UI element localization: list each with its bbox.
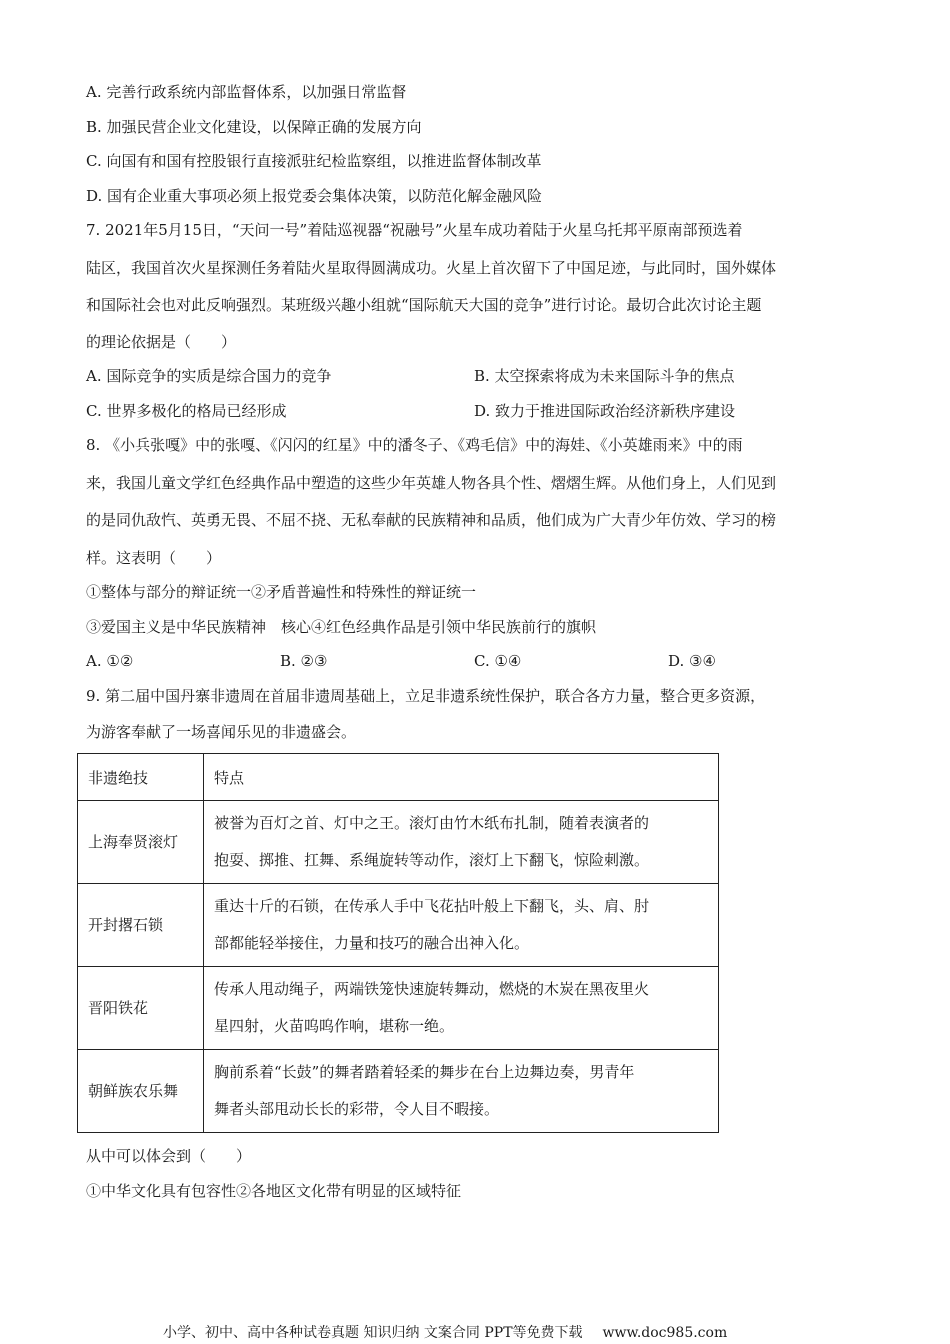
feature-line: 部都能轻举接住，力量和技巧的融合出神入化。 xyxy=(214,934,530,952)
q8-stem-line: 样。这表明（ ） xyxy=(86,549,222,567)
feature-cell xyxy=(204,967,719,1050)
footer-text: 小学、初中、高中各种试卷真题 知识归纳 文案合同 PPT等免费下载 xyxy=(163,1325,583,1341)
table-row xyxy=(78,1050,719,1133)
heritage-table xyxy=(77,753,719,1133)
feature-line: 被誉为百灯之首、灯中之王。滚灯由竹木纸布扎制，随着表演者的 xyxy=(214,814,650,832)
q8-option-b: B. ②③ xyxy=(280,652,328,670)
feature-line: 抱耍、掷推、扛舞、系绳旋转等动作，滚灯上下翻飞，惊险刺激。 xyxy=(214,851,650,869)
table-row xyxy=(78,801,719,884)
q7-option-a: A. 国际竞争的实质是综合国力的竞争 xyxy=(86,367,332,385)
skill-name-cell: 晋阳铁花 xyxy=(78,967,204,1050)
q9-prompt: 从中可以体会到（ ） xyxy=(86,1147,252,1165)
page-footer xyxy=(163,1324,727,1342)
q7-option-b: B. 太空探索将成为未来国际斗争的焦点 xyxy=(474,367,735,385)
table-row xyxy=(78,967,719,1050)
q8-option-c: C. ①④ xyxy=(474,652,522,670)
feature-line: 舞者头部甩动长长的彩带，令人目不暇接。 xyxy=(214,1100,500,1118)
q7-stem-line: 7. 2021年5月15日，“天问一号”着陆巡视器“祝融号”火星车成功着陆于火星乌托邦平原南部预选着 xyxy=(86,221,743,239)
table-header-cell: 非遗绝技 xyxy=(78,754,204,801)
skill-name-cell: 上海奉贤滚灯 xyxy=(78,801,204,884)
feature-cell xyxy=(204,884,719,967)
table-row xyxy=(78,884,719,967)
table-header-cell: 特点 xyxy=(204,754,719,801)
footer-url[interactable]: www.doc985.com xyxy=(602,1325,728,1341)
q7-option-d: D. 致力于推进国际政治经济新秩序建设 xyxy=(474,402,736,420)
feature-line: 胸前系着“长鼓”的舞者踏着轻柔的舞步在台上边舞边奏，男青年 xyxy=(214,1063,635,1081)
q8-statement: ①整体与部分的辩证统一②矛盾普遍性和特殊性的辩证统一 xyxy=(86,583,477,601)
q8-statement: ③爱国主义是中华民族精神 核心④红色经典作品是引领中华民族前行的旗帜 xyxy=(86,618,597,636)
q9-statement: ①中华文化具有包容性②各地区文化带有明显的区域特征 xyxy=(86,1182,462,1200)
q8-stem-line: 来，我国儿童文学红色经典作品中塑造的这些少年英雄人物各具个性、熠熠生辉。从他们身上，人们见到 xyxy=(86,474,777,492)
feature-line: 重达十斤的石锁，在传承人手中飞花拈叶般上下翻飞，头、肩、肘 xyxy=(214,897,650,915)
q7-stem-line: 和国际社会也对此反响强烈。某班级兴趣小组就“国际航天大国的竞争”进行讨论。最切合此次讨论主题 xyxy=(86,296,762,314)
feature-cell xyxy=(204,801,719,884)
q6-option-c: C. 向国有和国有控股银行直接派驻纪检监察组，以推进监督体制改革 xyxy=(86,152,542,170)
feature-line: 星四射，火苗呜呜作响，堪称一绝。 xyxy=(214,1017,455,1035)
q6-option-b: B. 加强民营企业文化建设，以保障正确的发展方向 xyxy=(86,118,422,136)
q8-option-d: D. ③④ xyxy=(668,652,716,670)
table-header-row xyxy=(78,754,719,801)
q8-stem-line: 的是同仇敌忾、英勇无畏、不屈不挠、无私奉献的民族精神和品质，他们成为广大青少年仿效、学习的榜 xyxy=(86,511,777,529)
feature-cell xyxy=(204,1050,719,1133)
q8-stem-line: 8. 《小兵张嘎》中的张嘎、《闪闪的红星》中的潘冬子、《鸡毛信》中的海娃、《小英雄雨来》中的雨 xyxy=(86,436,743,454)
q9-stem-line: 为游客奉献了一场喜闻乐见的非遗盛会。 xyxy=(86,723,357,741)
q7-option-c: C. 世界多极化的格局已经形成 xyxy=(86,402,287,420)
feature-line: 传承人甩动绳子，两端铁笼快速旋转舞动，燃烧的木炭在黑夜里火 xyxy=(214,980,650,998)
q8-option-a: A. ①② xyxy=(86,652,134,670)
q7-stem-line: 陆区，我国首次火星探测任务着陆火星取得圆满成功。火星上首次留下了中国足迹，与此同时，国外媒体 xyxy=(86,259,777,277)
skill-name-cell: 朝鲜族农乐舞 xyxy=(78,1050,204,1133)
q7-stem-line: 的理论依据是（ ） xyxy=(86,333,237,351)
q6-option-d: D. 国有企业重大事项必须上报党委会集体决策，以防范化解金融风险 xyxy=(86,187,543,205)
q6-option-a: A. 完善行政系统内部监督体系，以加强日常监督 xyxy=(86,83,407,101)
skill-name-cell: 开封撂石锁 xyxy=(78,884,204,967)
q9-stem-line: 9. 第二届中国丹寨非遗周在首届非遗周基础上，立足非遗系统性保护，联合各方力量，整合更多资源， xyxy=(86,687,766,705)
